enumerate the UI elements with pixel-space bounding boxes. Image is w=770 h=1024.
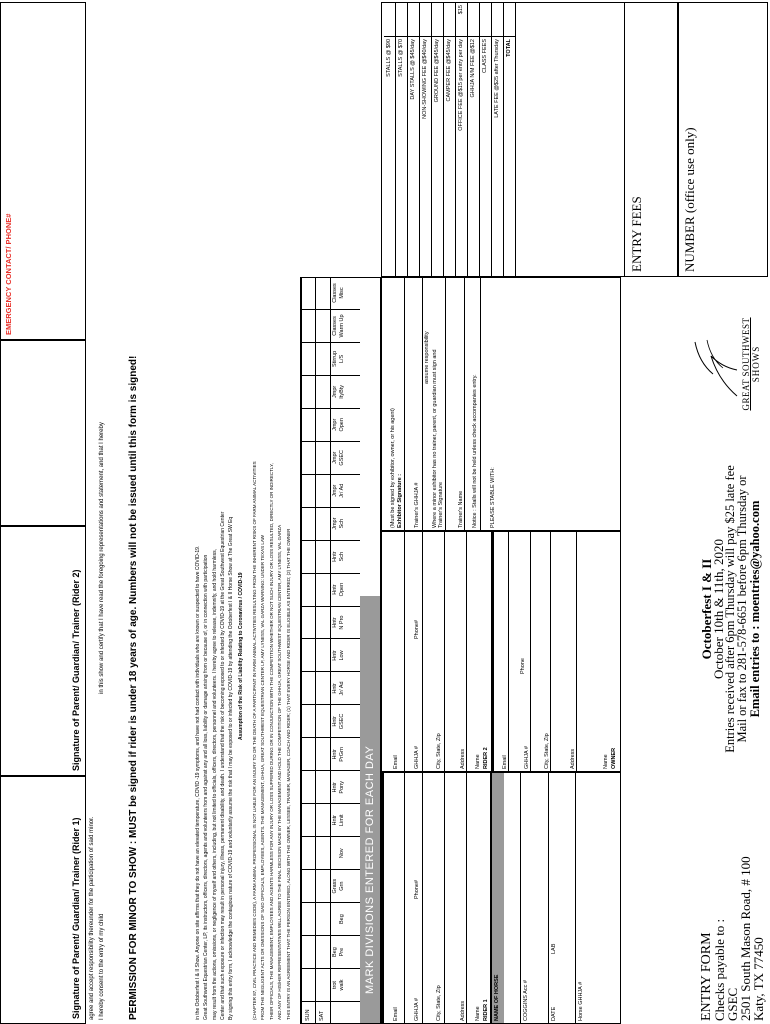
covid-line: By signing this entry form, I acknowledge the contagious nature of COVID-19 and voluntarily assume the risk that I may be exposed to or infected by COVID-19 by attending the Octoberfest I & II Horse Show at The Great SW Eq — [228, 516, 234, 1020]
date-label: DATE — [551, 1006, 557, 1021]
fee-row — [480, 3, 492, 276]
horse-section — [491, 772, 621, 1024]
division-name: Nov — [339, 848, 345, 859]
rider1-address-label: Address — [460, 1000, 466, 1021]
rider1-name-label: Name — [475, 1006, 481, 1021]
logo-text-1: GREAT SOUTHWEST — [741, 317, 751, 411]
entry-fees-label: ENTRY FEES — [629, 196, 644, 272]
fee-label: STALLS @ $90 — [386, 39, 392, 77]
waiver-line: AND ANY OF HIS/HER REPRESENTATIVES WILL AGREE TO THE FINAL DECISION MADE BY THE MANAGEMENT AND HOLD THE COMPETITION OF THE GHHJA, GREAT SOUTHWEST EQUESTRIAN CENTER, AMY LYNESS, VAL GARZA — [277, 524, 283, 1020]
covid-line: Center and that such exposure or infection may result in personal injury, illness, permanent disability, and death. I understand that the risk of becoming exposed to or infected by COVID-19 at the Great Southwest Equestrian Center — [219, 511, 226, 1020]
fee-row — [384, 3, 396, 276]
owner-name-label: Name — [603, 754, 609, 769]
signature-box-blank[interactable] — [0, 340, 86, 526]
division-type: Hntr — [332, 617, 338, 628]
division-name: Pony — [339, 781, 345, 794]
fee-row — [468, 3, 480, 276]
day-label-sun: SUN — [305, 1009, 311, 1021]
division-type: Hntr — [332, 584, 338, 595]
division-column[interactable] — [301, 607, 360, 640]
number-box — [678, 2, 768, 277]
covid-title: Assumption of the Risk of Liability Relating to Coronavirus / COVID-19 — [238, 572, 244, 740]
covid-line: Great Southwest Equestrian Center, LP, its instructors, officers, directors, agents and volunteers from and against any and all loss, liability or damage arising from or because of, or in connection with participation — [203, 554, 210, 1020]
fee-row — [456, 3, 468, 276]
division-column[interactable] — [301, 442, 360, 475]
division-name: GSEC — [339, 449, 345, 466]
fee-row — [396, 3, 408, 276]
consent-line-1b: in this show and certify that I have read the foregoing representations and statement, and that I hereby — [99, 422, 105, 694]
division-type: trot — [332, 981, 338, 989]
email-note: Email entries to : moentries@yahoo.com — [748, 500, 762, 718]
exhibitor-signature-label: Exhibitor Signature : — [397, 473, 403, 528]
emergency-contact-box[interactable] — [0, 2, 86, 340]
division-type: Jmpr — [332, 517, 338, 530]
fee-label: STALLS @ $70 — [398, 39, 404, 77]
event-dates: October 10th & 11th, 2020 — [711, 539, 726, 679]
division-column[interactable] — [301, 409, 360, 442]
division-type: Hntr — [332, 815, 338, 826]
owner-city-label: City, State, Zip — [544, 733, 550, 769]
division-name: Sch — [339, 518, 345, 529]
division-type: Jmpr — [332, 385, 338, 398]
address-line-1: 2501 South Mason Road, # 100 — [738, 856, 753, 1021]
fee-amount[interactable] — [504, 3, 516, 37]
division-column[interactable] — [301, 969, 360, 1002]
division-type: Beg — [332, 947, 338, 957]
division-type: Grass — [332, 878, 338, 894]
fee-label: GROUND FEE @$45/day — [434, 39, 440, 103]
division-type: Jmpr — [332, 418, 338, 431]
division-name: L/S — [339, 354, 345, 364]
division-column[interactable] — [301, 475, 360, 508]
rider2-ghhja-label: GHHJA # — [414, 746, 420, 769]
division-column[interactable] — [301, 310, 360, 343]
division-type: Hntr — [332, 683, 338, 694]
fee-row — [432, 3, 444, 276]
exhibitor-signature-note: (Must be signed by exhibitor, owner, or his agent) — [390, 408, 396, 528]
division-name: Open — [339, 582, 345, 597]
fee-row — [408, 3, 420, 276]
fee-amount[interactable] — [480, 3, 492, 37]
rider2-header: RIDER 2 — [483, 747, 489, 769]
trainer-signature-label: Trainer's Signature — [438, 481, 444, 528]
fee-amount[interactable] — [384, 3, 396, 37]
division-name: Low — [339, 650, 345, 661]
fee-label: OFFICE FEE @$15 per entry per day — [458, 39, 464, 131]
division-name: Jr/ Ad — [339, 483, 345, 498]
division-name: GSEC — [339, 713, 345, 730]
covid-line: may result from the actions, omissions, or negligence of myself and others, including, but not limited to officials, officers, directors, personnel and volunteers. I hereby agree to release, indemnify, and hold harmless, — [211, 548, 218, 1020]
division-column[interactable] — [301, 574, 360, 607]
owner-phone-label: Phone — [520, 658, 526, 674]
division-type: Classes — [332, 316, 338, 336]
stall-notice: Notice : Stalls will not be held unless check accompanies entry. — [472, 374, 478, 528]
fee-amount[interactable] — [492, 3, 504, 37]
fee-row — [420, 3, 432, 276]
fee-row — [492, 3, 504, 276]
fee-amount[interactable] — [444, 3, 456, 37]
fee-label: GHHJA N/M FEE @$12 — [470, 39, 476, 98]
fee-amount[interactable] — [468, 3, 480, 37]
checks-payable: Checks payable to : — [712, 918, 727, 1021]
entry-fees-box — [625, 2, 678, 277]
fee-label: TOTAL — [506, 39, 512, 57]
owner-header: OWNER — [611, 747, 617, 769]
division-column[interactable] — [301, 738, 360, 771]
rider1-header: RIDER 1 — [483, 999, 489, 1021]
form-title: ENTRY FORM — [699, 932, 714, 1021]
consent-line-2: agree and accept responsibility thereunder for the participation of said minor. — [89, 816, 95, 1020]
rider2-address-label: Address — [460, 748, 466, 769]
division-column[interactable] — [301, 376, 360, 409]
division-name: Pre — [339, 947, 345, 957]
division-column[interactable] — [301, 837, 360, 870]
division-name: Open — [339, 418, 345, 432]
coggins-label: COGGINS Acc # — [523, 980, 529, 1021]
logo-text-2: SHOWS — [751, 345, 761, 383]
divisions-banner: MARK DIVISIONS ENTERED FOR EACH DAY — [364, 745, 376, 994]
division-column[interactable] — [301, 705, 360, 738]
waiver-line: THIS ENTRY IS AN AGREEMENT THAT THE PERSON ENTERED, ALONG WITH THE OWNER, LESSEE, TRAINER, MANAGER, COACH AND RIDER; (1) THAT EVERY HORSE AND RIDER IS ELIGIBLE AS ENTERED; (2) THAT THE OWNER — [286, 528, 291, 1020]
division-column[interactable] — [301, 541, 360, 574]
division-type: Hntr — [332, 782, 338, 793]
horse-name-label: NAME OF HORSE — [494, 974, 500, 1021]
division-name: N Pro — [339, 615, 345, 630]
emergency-contact-label: EMERGENCY CONTACT/ PHONE# — [4, 213, 13, 335]
rider2-email-label: Email — [393, 755, 399, 769]
fee-amount[interactable] — [396, 3, 408, 37]
signature-box-rider1[interactable] — [0, 776, 86, 1024]
event-name: Octoberfest I & II — [699, 558, 714, 660]
division-column[interactable] — [301, 277, 360, 310]
fee-row — [504, 3, 516, 276]
division-type: Stirrup — [332, 350, 338, 367]
division-type: Hntr — [332, 650, 338, 661]
division-name: Beg — [339, 914, 345, 925]
fee-amount[interactable] — [432, 3, 444, 37]
please-stable-label: PLEASE STABLE WITH: — [490, 467, 496, 528]
division-column[interactable] — [301, 508, 360, 541]
fee-amount[interactable] — [420, 3, 432, 37]
signature-rider2-label: Signature of Parent/ Guardian/ Trainer (Rider 2) — [71, 569, 81, 771]
late-fee-note: Entries received after 6pm Thursday will pay $25 late fee — [723, 465, 737, 753]
division-name: Warm Up — [339, 314, 345, 338]
covid-line: in the Octoberfest I & II Show. Anyone on site affirms that they do not have an elevated temperature, COVID -19 symptoms, and have not had contact with individuals who are known or suspected to have COVID-19. — [195, 545, 202, 1020]
rider2-phone-label: Phone# — [414, 620, 420, 639]
lab-label: LAB — [551, 943, 557, 954]
signature-rider1-label: Signature of Parent/ Guardian/ Trainer (Rider 1) — [71, 817, 81, 1019]
fee-label: CLASS FEES — [482, 39, 488, 73]
minor-trainer-note: Where a minor exhibitor has no trainer, parent, or guardian must sign and — [432, 349, 438, 528]
division-type: Jmpr — [332, 484, 338, 497]
division-column[interactable] — [301, 771, 360, 804]
division-name: PrGrn — [339, 747, 345, 762]
permission-minor-notice: PERMISSION FOR MINOR TO SHOW : MUST be signed if rider is under 18 years of age. Numbers will not be issued until this form is signed! — [128, 355, 139, 1020]
division-name: walk — [339, 979, 345, 991]
division-type: Hntr — [332, 749, 338, 760]
division-column[interactable] — [301, 672, 360, 705]
waiver-line: THEIR OFFICIALS, THE MANAGEMENT, EMPLOYEES AND AGENTS HARMLESS FOR ANY INJURY OR LOSS SUFFERED DURING OR IN CONJUNCTION WITH THE COMPETITION WHETHER OR NOT SUCH INJURY OR LOSS RESULTED, DIRECTLY OR INDIRECTLY, — [268, 463, 274, 1020]
fee-label: NON-SHOWING FEE @$40/day — [422, 39, 428, 119]
division-type: Hntr — [332, 716, 338, 727]
owner-address-label: Address — [570, 748, 576, 769]
fee-row — [444, 3, 456, 276]
rider1-ghhja-label: GHHJA # — [414, 998, 420, 1021]
payee: GSEC — [725, 987, 740, 1021]
waiver-line: (CHAPTER 87, CIVIL PRACTICE AND REMEDIES CODE), A FARM ANIMAL PROFESSIONAL IS NOT LIABLE FOR AN INJURY TO OR THE DEATH OF A PARTICIPANT IN FARM ANIMAL ACTIVITIES RESULTING FROM THE INHERENT RISKS OF FARM ANIMAL ACTIVITIES — [251, 461, 257, 1020]
division-name: Limit — [339, 814, 345, 827]
division-column[interactable] — [301, 936, 360, 969]
consent-line-1: I hereby consent to the entry of my child — [99, 913, 105, 1020]
rider1-phone-label: Phone# — [414, 880, 420, 899]
trainer-name-label: Trainer's Name — [458, 490, 464, 528]
division-column[interactable] — [301, 804, 360, 837]
division-name: Misc — [339, 287, 345, 299]
address-line-2: Katy, TX 77450 — [751, 937, 766, 1021]
owner-email-label: Email — [502, 755, 508, 769]
fee-amount[interactable] — [408, 3, 420, 37]
division-name: Jr/ Ad — [339, 681, 345, 696]
rider1-city-label: City, State, Zip — [436, 985, 442, 1021]
fee-label: DAY STALLS @ $45/day — [410, 39, 416, 100]
horse-ghhja-label: Horse GHHJA # — [578, 981, 584, 1021]
division-name: Sch — [339, 551, 345, 562]
division-column[interactable] — [301, 640, 360, 673]
fee-label: CAMPER FEE @$45/day — [446, 39, 452, 102]
fees-table — [381, 2, 625, 277]
mail-fax-note: Mail or fax to 281-578-6651 before 6pm Thursday or — [735, 475, 749, 743]
signature-box-rider2[interactable] — [0, 526, 86, 776]
fee-label: LATE FEE @$25 after Thursday — [494, 39, 500, 118]
trainer-ghhja-label: Trainer's GHHJA # — [414, 482, 420, 528]
waiver-line: FROM THE NEGLIGENT ACTS OR OMISSIONS OF SAID OFFICIALS, EMPLOYEES, AGENTS. THE MANAGEMENT, GHHJA, GREAT SOUTHWEST EQUESTRIAN CENTER LP, AMY LYNESS, VAL GARZA WARNING: UNDER TEXAS LAW — [260, 535, 266, 1020]
division-column[interactable] — [301, 903, 360, 936]
fee-amount[interactable]: $15 — [456, 3, 468, 37]
rider2-city-label: City, State, Zip — [436, 733, 442, 769]
rider2-name-label: Name — [475, 754, 481, 769]
division-type: Classes — [332, 283, 338, 303]
division-column[interactable] — [301, 870, 360, 903]
assume-responsibility: assume responsibility — [424, 331, 430, 384]
owner-ghhja-label: GHHJA # — [524, 746, 530, 769]
division-column[interactable] — [301, 343, 360, 376]
day-label-sat: SAT — [319, 1010, 325, 1021]
division-name: ItyBty — [339, 384, 345, 399]
division-type: Jmpr — [332, 451, 338, 464]
owner-rider2-section — [381, 531, 621, 772]
rider1-email-label: Email — [393, 1007, 399, 1021]
division-name: Grn — [339, 881, 345, 891]
division-type: Hntr — [332, 551, 338, 562]
horse-logo-icon — [693, 334, 741, 404]
number-label: NUMBER (office use only) — [682, 127, 697, 272]
